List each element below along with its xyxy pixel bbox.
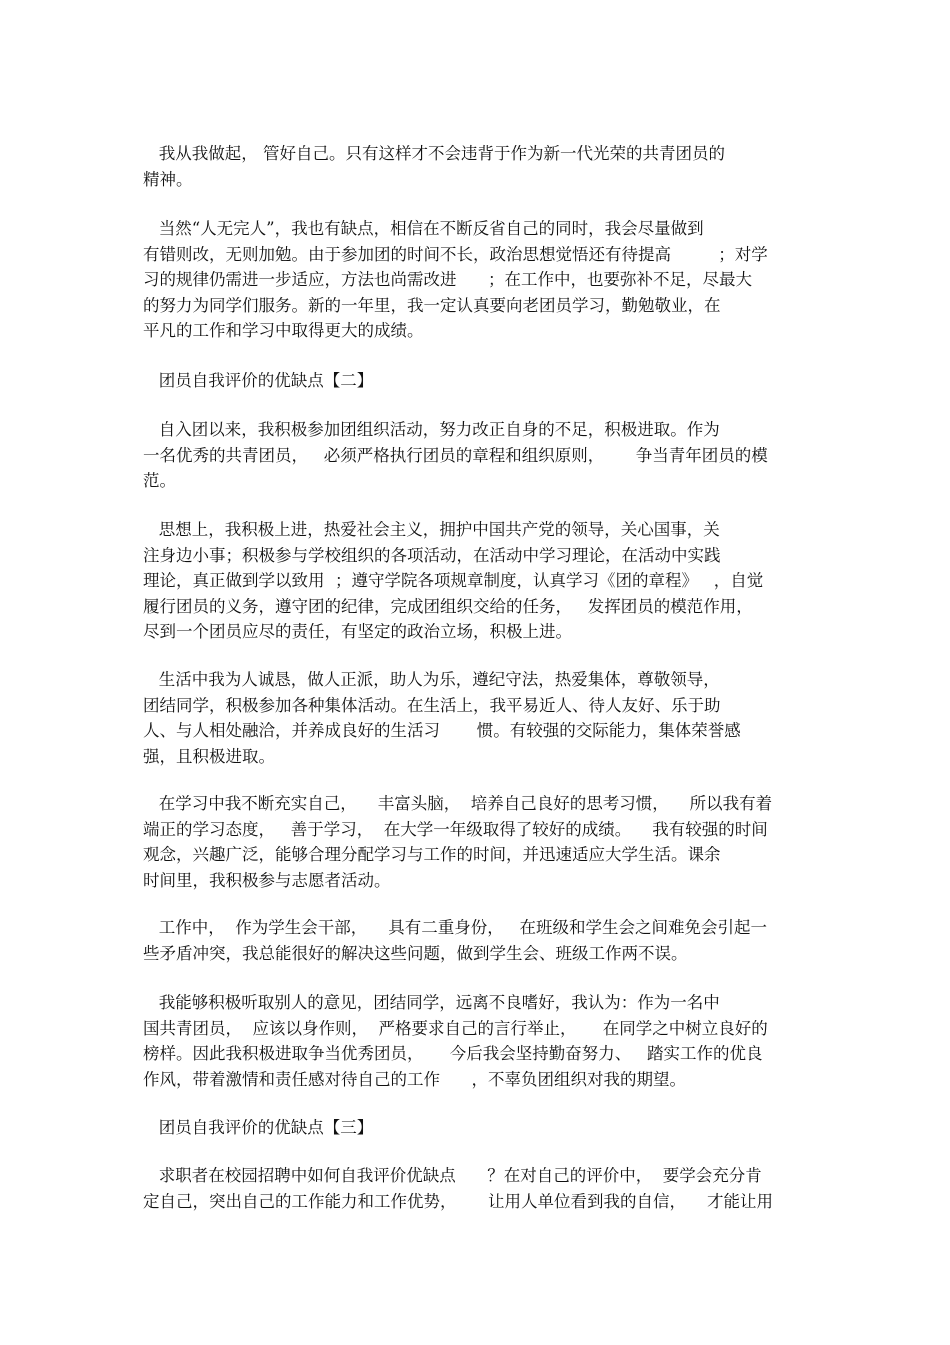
text-line: 尽到一个团员应尽的责任，有坚定的政治立场，积极上进。 (143, 622, 572, 641)
text-line: 的努力为同学们服务。新的一年里，我一定认真要向老团员学习，勤勉敬业，在 (143, 295, 721, 315)
paragraph-work (143, 915, 808, 966)
text-line: 生活中我为人诚恳，做人正派，助人为乐，遵纪守法，热爱集体，尊敬领导， (143, 670, 720, 689)
text-line: 时间里，我积极参与志愿者活动。 (143, 870, 391, 890)
text-line: 思想上，我积极上进，热爱社会主义，拥护中国共产党的领导，关心国事，关 (143, 520, 720, 539)
text-line: 有错则改，无则加勉。由于参加团的时间不长，政治思想觉悟还有待提高 ；对学 (143, 244, 768, 264)
text-line: 榜样。因此我积极进取争当优秀团员， 今后我会坚持勤奋努力、 踏实工作的优良 (143, 1044, 763, 1063)
paragraph-life (143, 667, 808, 769)
paragraph-job-seeker (143, 1163, 808, 1214)
text-line: 端正的学习态度， 善于学习， 在大学一年级取得了较好的成绩。 我有较强的时间 (143, 819, 768, 839)
heading-line: 团员自我评价的优缺点【三】 (143, 1118, 374, 1137)
text-line: 观念，兴趣广泛，能够合理分配学习与工作的时间，并迅速适应大学生活。课余 (143, 845, 721, 864)
paragraph-self-start (143, 141, 808, 192)
text-line: 习的规律仍需进一步适应，方法也尚需改进 ；在工作中，也要弥补不足，尽最大 (143, 270, 752, 289)
text-line: 范。 (143, 471, 176, 490)
paragraph-ideology (143, 517, 808, 645)
text-line: 我能够积极听取别人的意见，团结同学，远离不良嗜好，我认为：作为一名中 (143, 993, 720, 1012)
text-line: 自入团以来，我积极参加团组织活动，努力改正自身的不足，积极进取。作为 (143, 420, 720, 439)
text-line: 履行团员的义务，遵守团的纪律，完成团组织交给的任务， 发挥团员的模范作用， (143, 596, 753, 616)
text-line: 求职者在校园招聘中如何自我评价优缺点 ？在对自己的评价中， 要学会充分肯 (143, 1166, 762, 1185)
text-line: 平凡的工作和学习中取得更大的成绩。 (143, 321, 424, 340)
text-line: 精神。 (143, 169, 193, 189)
text-line: 强，且积极进取。 (143, 746, 275, 766)
text-line: 当然“人无完人”，我也有缺点，相信在不断反省自己的同时，我会尽量做到 (143, 219, 704, 238)
text-line: 理论，真正做到学以致用 ；遵守学院各项规章制度，认真学习《团的章程》 ，自觉 (143, 571, 764, 590)
text-line: 国共青团员， 应该以身作则， 严格要求自己的言行举止， 在同学之中树立良好的 (143, 1018, 768, 1038)
heading-line: 团员自我评价的优缺点【二】 (143, 371, 374, 390)
text-line: 我从我做起， 管好自己。只有这样才不会违背于作为新一代光荣的共青团员的 (143, 144, 725, 163)
text-line: 在学习中我不断充实自己， 丰富头脑， 培养自己良好的思考习惯， 所以我有着 (143, 794, 773, 813)
section-heading-two (143, 368, 808, 394)
text-line: 一名优秀的共青团员， 必须严格执行团员的章程和组织原则， 争当青年团员的模 (143, 445, 768, 465)
text-line: 注身边小事；积极参与学校组织的各项活动，在活动中学习理论，在活动中实践 (143, 545, 721, 565)
text-line: 工作中， 作为学生会干部， 具有二重身份， 在班级和学生会之间难免会引起一 (143, 918, 767, 937)
text-line: 定自己，突出自己的工作能力和工作优势， 让用人单位看到我的自信， 才能让用 (143, 1191, 773, 1211)
text-line: 作风，带着激情和责任感对待自己的工作 ，不辜负团组织对我的期望。 (143, 1069, 686, 1089)
paragraph-study (143, 791, 808, 893)
text-line: 人、与人相处融洽，并养成良好的生活习 惯。有较强的交际能力，集体荣誉感 (143, 721, 741, 740)
section-heading-three (143, 1115, 808, 1141)
paragraph-attitude (143, 990, 808, 1092)
paragraph-joining (143, 417, 808, 494)
text-line: 团结同学，积极参加各种集体活动。在生活上，我平易近人、待人友好、乐于助 (143, 695, 721, 715)
text-line: 些矛盾冲突，我总能很好的解决这些问题，做到学生会、班级工作两不误。 (143, 943, 688, 963)
paragraph-shortcomings (143, 216, 808, 344)
